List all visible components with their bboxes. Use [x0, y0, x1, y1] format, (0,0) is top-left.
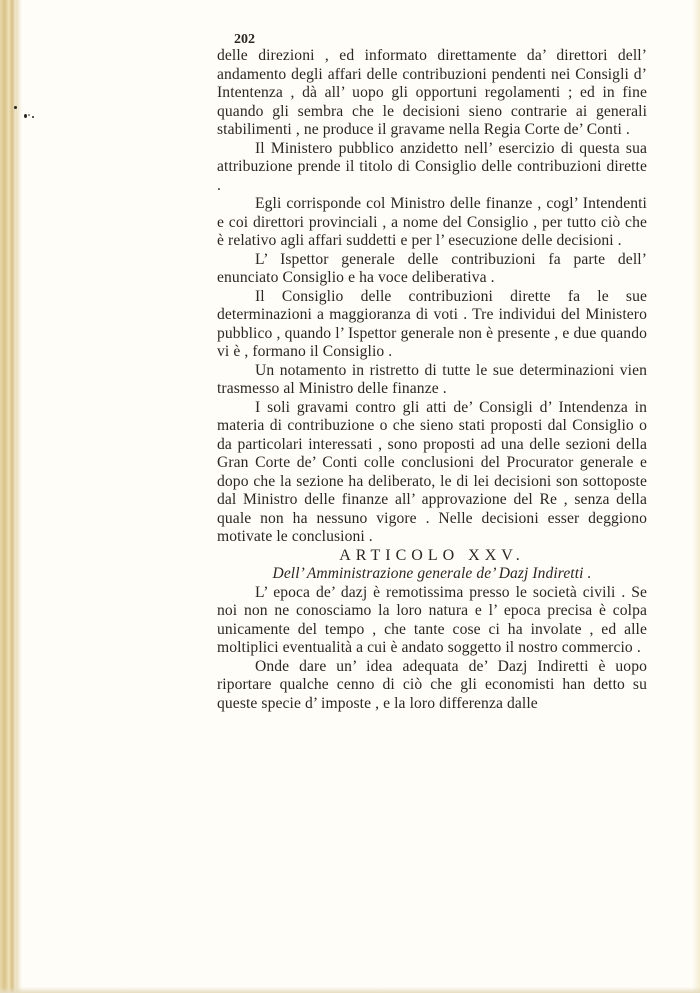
body-bottom — [217, 584, 647, 714]
gutter-shadow — [16, 0, 22, 993]
book-binding-edge — [0, 0, 16, 993]
ink-speck — [14, 106, 17, 109]
page-body — [217, 33, 647, 713]
paragraph: delle direzioni , ed informato direttamente da’ direttori dell’ andamento degli affari delle contribuzioni pendenti nei Consigli d’ Intentenza , dà all’ uopo gli opportuni regolamenti ; ed in fine quando gli sembra che le decisioni sieno contrarie ai generali stabilimenti , ne produce il gravame nella Regia Corte de’ Conti . — [217, 47, 647, 138]
page-right-edge — [692, 0, 700, 993]
paragraph: L’ epoca de’ dazj è remotissima presso le società civili . Se noi non ne conosciamo la loro natura e l’ epoca precisa è colpa unicamente del tempo , che tante cose ci ha involate , ed alle moltiplici eventualità a cui è andato soggetto il nostro commercio . — [217, 583, 647, 656]
paragraph: L’ Ispettor generale delle contribuzioni fa parte dell’ enunciato Consiglio e ha voce deliberativa . — [217, 250, 647, 286]
paragraph: Egli corrisponde col Ministro delle finanze , cogl’ Intendenti e coi direttori provinciali , a nome del Consiglio , per tutto ciò che è relativo agli affari suddetti e per l’ esecuzione delle decisioni . — [217, 195, 647, 249]
paragraph: Onde dare un’ idea adequata de’ Dazj Indiretti è uopo riportare qualche cenno di ciò che gli economisti han detto su queste specie d’ imposte , e la loro differenza dalle — [217, 657, 647, 712]
paragraph: Il Consiglio delle contribuzioni dirette fa le sue determinazioni a maggioranza di voti . Tre individui del Ministero pubblico , quando l’ Ispettor generale non è presente , e due quando vi è , formano il Consiglio . — [217, 287, 647, 360]
ink-speck — [28, 114, 30, 116]
page-number: 202 — [234, 32, 255, 47]
paragraph: Il Ministero pubblico anzidetto nell’ esercizio di questa sua attribuzione prende il titolo di Consiglio delle contribuzioni dirette . — [217, 139, 647, 194]
paragraph: I soli gravami contro gli atti de’ Consigli d’ Intendenza in materia di contribuzione o che sieno stati proposti dal Consiglio o da particolari interessati , sono proposti ad una delle sezioni della Gran Corte de’ Conti colle conclusioni del Procurator generale e dopo che la sezione ha deliberato, le di lei decisioni son sottoposte dal Ministro delle finanze all’ approvazione del Re , senza della quale non ha nessuno vigore . Nelle decisioni esser deggiono motivate le conclusioni . — [217, 398, 647, 545]
body-top — [217, 47, 647, 547]
ink-speck — [32, 116, 34, 118]
paragraph: Un notamento in ristretto di tutte le sue determinazioni vien trasmesso al Ministro delle finanze . — [217, 361, 647, 397]
ink-speck — [24, 114, 27, 118]
article-subheading: Dell’ Amministrazione generale de’ Dazj Indiretti . — [272, 565, 592, 582]
page-bottom-edge — [0, 987, 700, 993]
article-heading: ARTICOLO XXV. — [339, 546, 525, 564]
